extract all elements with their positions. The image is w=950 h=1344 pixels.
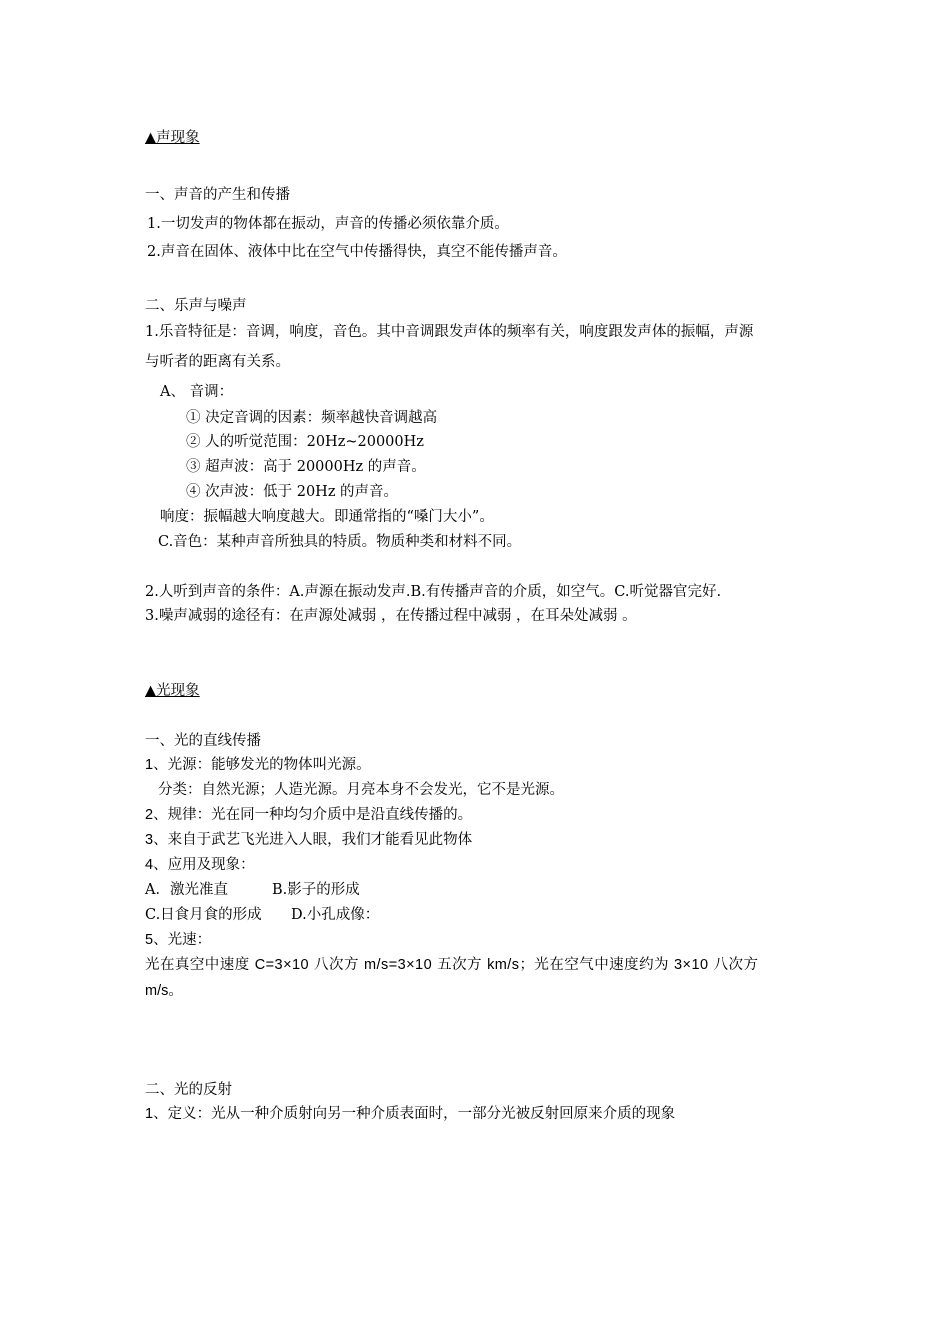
light-item-5 (145, 930, 211, 950)
sound-s2-para1-line2: 与听者的距离有关系。 (145, 354, 290, 370)
sound-section1-title: 一、声音的产生和传播 (145, 187, 290, 203)
item-number: 1 (145, 757, 154, 773)
speed-value: km/s (487, 957, 520, 973)
light-speed-line2 (145, 981, 183, 1001)
sound-s2-para1-line1: 1.乐音特征是：音调，响度，音色。其中音调跟发声体的频率有关，响度跟发声体的振幅，声源 (145, 324, 754, 340)
item-number: 5 (145, 932, 154, 948)
application-c: C.日食月食的形成 (145, 907, 262, 923)
sound-section2-title: 二、乐声与噪声 (145, 298, 247, 314)
item-text: 、光源：能够发光的物体叫光源。 (153, 757, 371, 773)
speed-value: 3×10 (674, 957, 709, 973)
light-heading: ▲光现象 (145, 683, 200, 699)
pitch-item: ② 人的听觉范围：20Hz~20000Hz (186, 434, 424, 450)
speed-text: 八次方 (708, 957, 759, 973)
item-text: 、光速： (153, 932, 212, 948)
speed-value: C=3×10 (254, 957, 310, 973)
item-number: 3 (145, 832, 154, 848)
speed-value: m/s (145, 983, 169, 999)
light-item-4 (145, 855, 255, 875)
reflection-definition (145, 1104, 675, 1124)
light-speed-line1 (145, 955, 758, 975)
loudness-line: 响度：振幅越大响度越大。即通常指的“嗓门大小”。 (160, 509, 494, 525)
noise-reduction: 3.噪声减弱的途径有：在声源处减弱 ，在传播过程中减弱 ，在耳朵处减弱 。 (145, 608, 637, 624)
sound-heading: ▲声现象 (145, 130, 200, 146)
speed-text: 八次方 (309, 957, 364, 973)
pitch-item: ① 决定音调的因素：频率越快音调越高 (186, 410, 438, 426)
speed-text: ；光在空气中速度约为 (519, 957, 675, 973)
item-text: 、定义：光从一种介质射向另一种介质表面时，一部分光被反射回原来介质的现象 (153, 1106, 676, 1122)
item-text: 、来自于武艺飞光进入人眼，我们才能看见此物体 (153, 832, 473, 848)
item-text: 、规律：光在同一种均匀介质中是沿直线传播的。 (153, 807, 473, 823)
light-item-1-sub: 分类：自然光源；人造光源。月亮本身不会发光，它不是光源。 (158, 782, 564, 798)
application-a: A．激光准直 (145, 882, 228, 898)
speed-value: m/s=3×10 (364, 957, 433, 973)
light-item-3 (145, 830, 472, 850)
light-item-4-row2 (145, 905, 380, 925)
pitch-item: ③ 超声波：高于 20000Hz 的声音。 (186, 459, 426, 475)
light-section1-title: 一、光的直线传播 (145, 733, 261, 749)
sound-s1-para2: 2.声音在固体、液体中比在空气中传播得快，真空不能传播声音。 (147, 244, 567, 260)
timbre-line: C.音色：某种声音所独具的特质。物质种类和材料不同。 (158, 534, 522, 550)
item-text: 、应用及现象： (153, 857, 255, 873)
sound-s1-para1: 1.一切发声的物体都在振动，声音的传播必须依靠介质。 (147, 216, 509, 232)
pitch-item: ④ 次声波：低于 20Hz 的声音。 (186, 484, 399, 500)
light-item-2 (145, 805, 472, 825)
application-d: D.小孔成像： (291, 907, 380, 923)
pitch-label: A、 音调： (160, 384, 234, 400)
speed-text: 光在真空中速度 (145, 957, 255, 973)
light-item-4-row1 (145, 880, 360, 900)
light-section2-title: 二、光的反射 (145, 1082, 232, 1098)
hearing-conditions: 2.人听到声音的条件：A.声源在振动发声.B.有传播声音的介质，如空气。C.听觉器官完好. (145, 584, 722, 600)
item-number: 1 (145, 1106, 154, 1122)
application-b: B.影子的形成 (272, 882, 360, 898)
speed-text: 。 (168, 983, 183, 999)
speed-text: 五次方 (432, 957, 488, 973)
light-item-1 (145, 755, 371, 775)
item-number: 4 (145, 857, 154, 873)
item-number: 2 (145, 807, 154, 823)
